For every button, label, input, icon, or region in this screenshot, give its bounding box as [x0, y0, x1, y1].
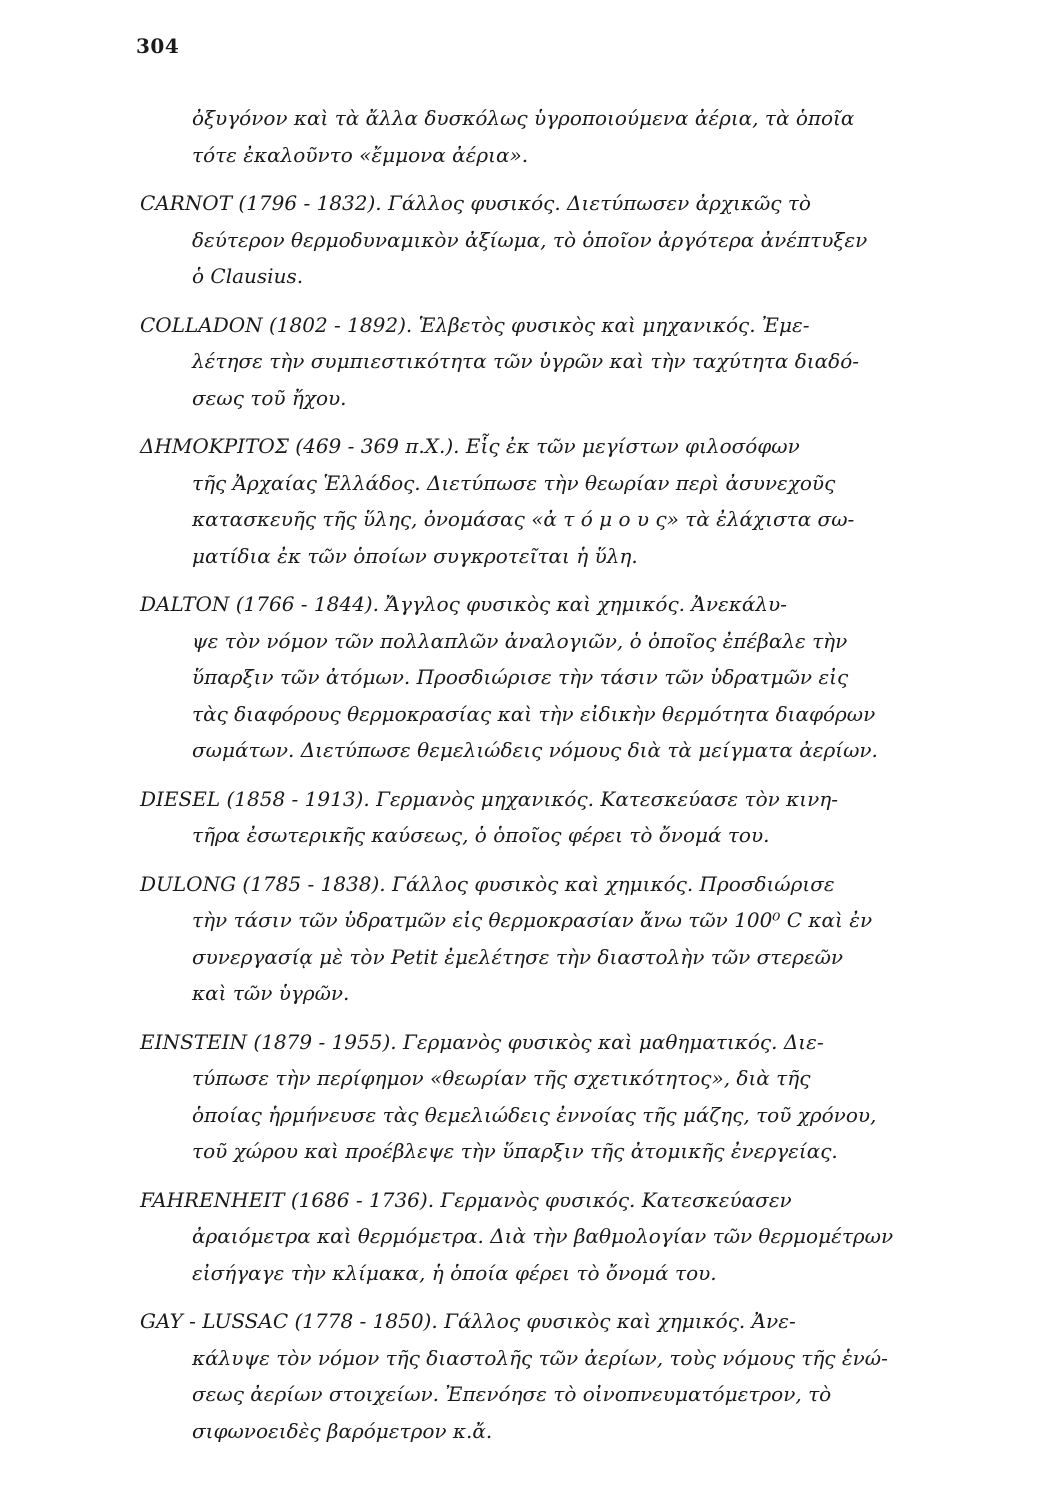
- text-line: σεως ἀερίων στοιχείων. Ἐπενόησε τὸ οἰνοπνευματόμετρον, τὸ: [192, 1382, 832, 1406]
- text-line: λέτησε τὴν συμπιεστικότητα τῶν ὑγρῶν καὶ τὴν ταχύτητα διαδό-: [192, 349, 859, 373]
- entry-gay-lussac: [140, 1303, 1010, 1449]
- entry-fahrenheit: [140, 1182, 1010, 1292]
- entry-heading-line: ΔΗΜΟΚΡΙΤΟΣ (469 - 369 π.Χ.). Εἷς ἐκ τῶν μεγίστων φιλοσόφων: [140, 434, 800, 458]
- text-line: τῆς Ἀρχαίας Ἑλλάδος. Διετύπωσε τὴν θεωρίαν περὶ ἀσυνεχοῦς: [192, 470, 836, 495]
- entry-heading-line: COLLADON (1802 - 1892). Ἑλβετὸς φυσικὸς καὶ μηχανικός. Ἐμε-: [140, 312, 810, 337]
- entry-heading-line: DULONG (1785 - 1838). Γάλλος φυσικὸς καὶ χημικός. Προσδιώρισε: [140, 871, 835, 896]
- entry-heading-line: FAHRENHEIT (1686 - 1736). Γερμανὸς φυσικός. Κατεσκεύασεν: [140, 1187, 792, 1212]
- entry-heading-line: DIESEL (1858 - 1913). Γερμανὸς μηχανικός. Κατεσκεύασε τὸν κινη-: [140, 786, 838, 811]
- text-line: τὰς διαφόρους θερμοκρασίας καὶ τὴν εἰδικὴν θερμότητα διαφόρων: [192, 701, 876, 726]
- text-line: ἀραιόμετρα καὶ θερμόμετρα. Διὰ τὴν βαθμολογίαν τῶν θερμομέτρων: [192, 1224, 894, 1248]
- text-line: ματίδια ἐκ τῶν ὁποίων συγκροτεῖται ἡ ὕλη.: [192, 543, 638, 568]
- entry-carnot: [140, 185, 1010, 295]
- text-line: ὁποίας ἡρμήνευσε τὰς θεμελιώδεις ἐννοίας τῆς μάζης, τοῦ χρόνου,: [192, 1102, 877, 1127]
- continued-entry: [140, 100, 1010, 173]
- entry-dalton: [140, 586, 1010, 769]
- text-line: σιφωνοειδὲς βαρόμετρον κ.ἄ.: [192, 1418, 493, 1443]
- text-line: καὶ τῶν ὑγρῶν.: [192, 981, 350, 1005]
- entry-diesel: [140, 781, 1010, 854]
- text-line: εἰσήγαγε τὴν κλίμακα, ἡ ὁποία φέρει τὸ ὄνομά του.: [192, 1260, 717, 1285]
- page-number: 304: [136, 34, 180, 58]
- text-line: κάλυψε τὸν νόμον τῆς διαστολῆς τῶν ἀερίων, τοὺς νόμους τῆς ἑνώ-: [192, 1345, 888, 1370]
- glossary-content: [140, 100, 1010, 1461]
- text-line: ὀξυγόνον καὶ τὰ ἄλλα δυσκόλως ὑγροποιούμενα ἀέρια, τὰ ὁποῖα: [192, 106, 855, 130]
- text-line: ὕπαρξιν τῶν ἀτόμων. Προσδιώρισε τὴν τάσιν τῶν ὑδρατμῶν εἰς: [192, 665, 849, 689]
- entry-einstein: [140, 1024, 1010, 1170]
- text-line: τότε ἐκαλοῦντο «ἔμμονα ἀέρια».: [192, 142, 529, 167]
- text-line: ὁ Clausius.: [192, 264, 304, 288]
- text-line: ψε τὸν νόμον τῶν πολλαπλῶν ἀναλογιῶν, ὁ ὁποῖος ἐπέβαλε τὴν: [192, 628, 848, 653]
- text-line: τὴν τάσιν τῶν ὑδρατμῶν εἰς θερμοκρασίαν ἄνω τῶν 100⁰ C καὶ ἐν: [192, 908, 873, 932]
- entry-colladon: [140, 307, 1010, 417]
- text-line: δεύτερον θερμοδυναμικὸν ἀξίωμα, τὸ ὁποῖον ἀργότερα ἀνέπτυξεν: [192, 227, 868, 252]
- text-line: σεως τοῦ ἤχου.: [192, 385, 347, 410]
- entry-democritus: [140, 428, 1010, 574]
- entry-heading-line: EINSTEIN (1879 - 1955). Γερμανὸς φυσικὸς καὶ μαθηματικός. Διε-: [140, 1029, 824, 1054]
- text-line: συνεργασίᾳ μὲ τὸν Petit ἐμελέτησε τὴν διαστολὴν τῶν στερεῶν: [192, 944, 844, 969]
- entry-heading-line: CARNOT (1796 - 1832). Γάλλος φυσικός. Διετύπωσεν ἀρχικῶς τὸ: [140, 191, 811, 215]
- entry-heading-line: GAY - LUSSAC (1778 - 1850). Γάλλος φυσικὸς καὶ χημικός. Ἀνε-: [140, 1309, 796, 1333]
- entry-heading-line: DALTON (1766 - 1844). Ἄγγλος φυσικὸς καὶ χημικός. Ἀνεκάλυ-: [140, 592, 787, 616]
- text-line: τοῦ χώρου καὶ προέβλεψε τὴν ὕπαρξιν τῆς ἀτομικῆς ἐνεργείας.: [192, 1139, 838, 1163]
- text-line: τῆρα ἐσωτερικῆς καύσεως, ὁ ὁποῖος φέρει τὸ ὄνομά του.: [192, 823, 770, 847]
- entry-dulong: [140, 866, 1010, 1012]
- text-line: κατασκευῆς τῆς ὕλης, ὀνομάσας «ἀ τ ό μ ο υ ς» τὰ ἐλάχιστα σω-: [192, 507, 855, 531]
- text-line: τύπωσε τὴν περίφημον «θεωρίαν τῆς σχετικότητος», διὰ τῆς: [192, 1066, 811, 1090]
- text-line: σωμάτων. Διετύπωσε θεμελιώδεις νόμους διὰ τὰ μείγματα ἀερίων.: [192, 738, 878, 762]
